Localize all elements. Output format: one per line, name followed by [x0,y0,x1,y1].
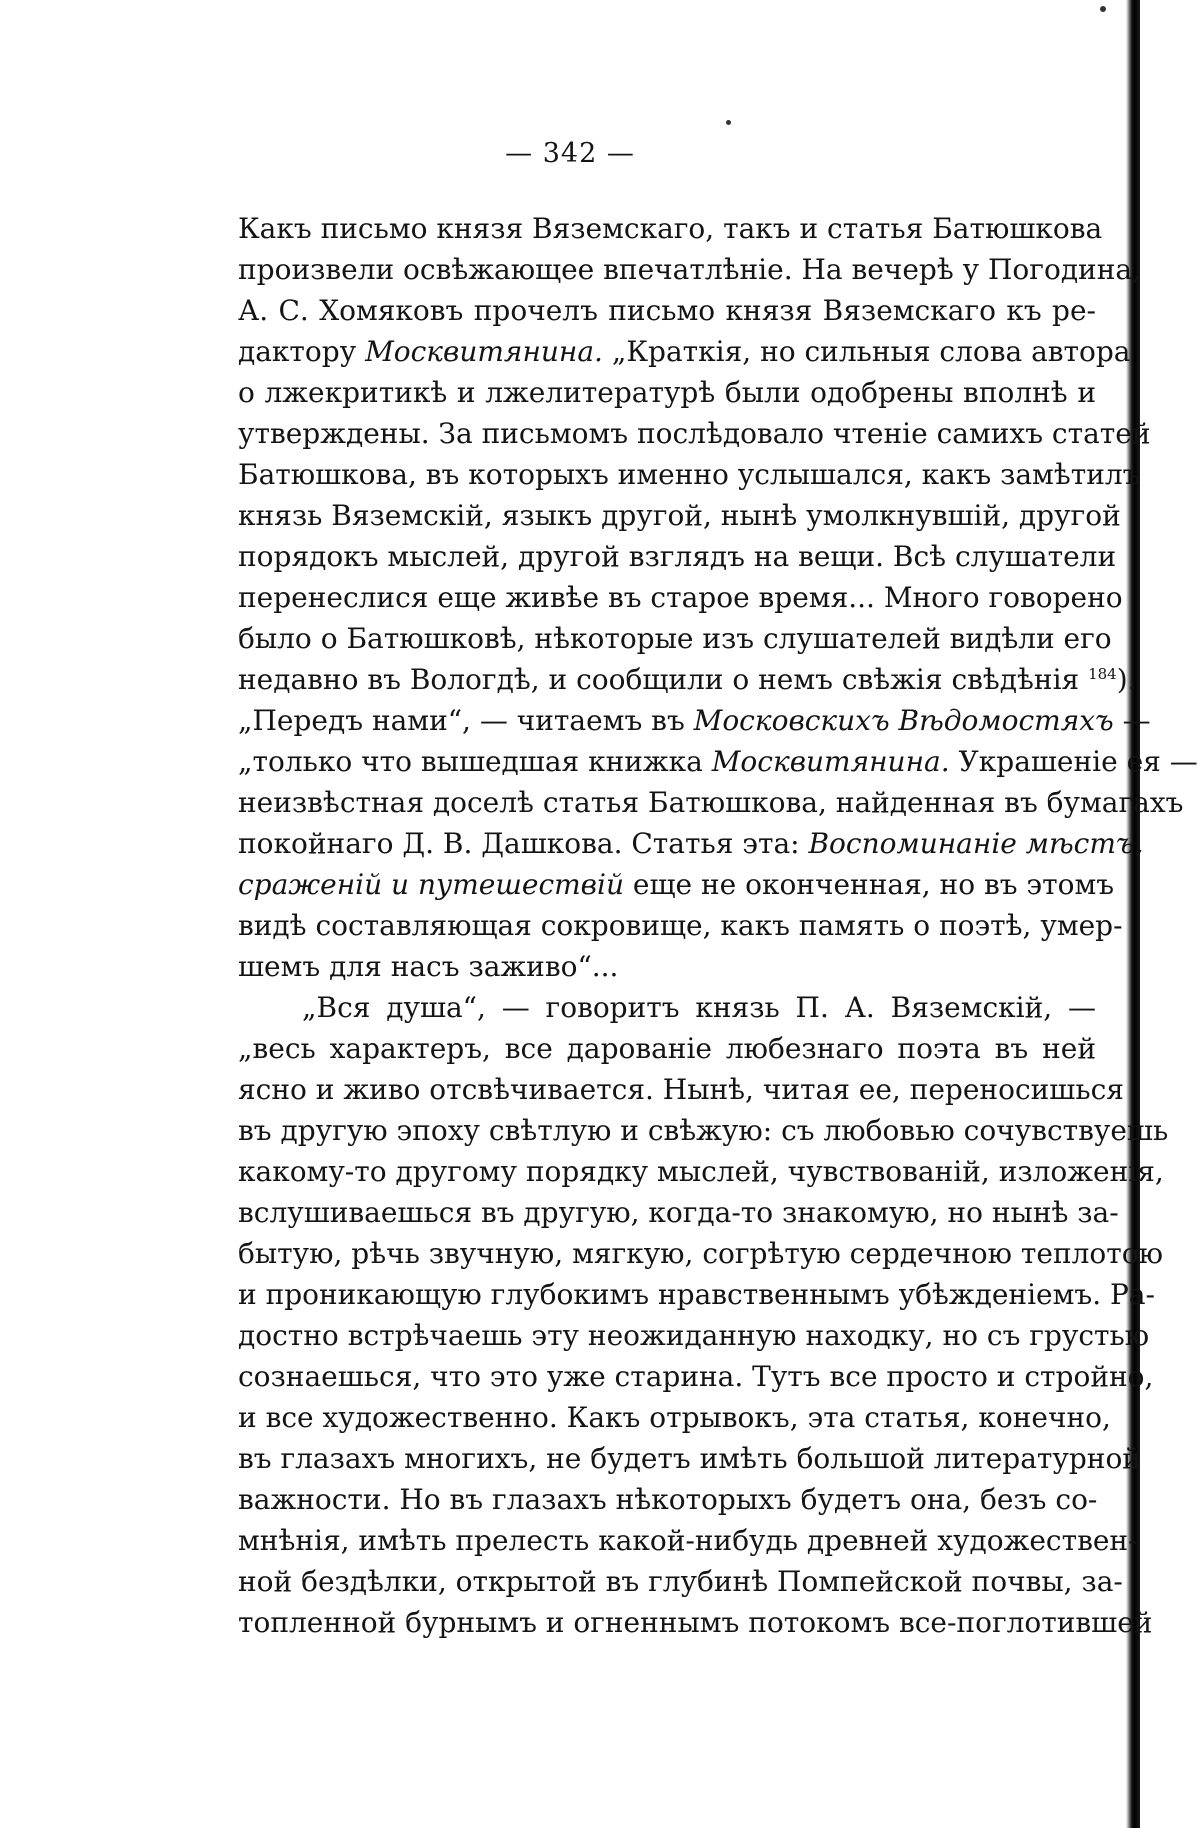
text-segment: видѣ составляющая сокровище, какъ память о поэтѣ, умер- [238,909,1123,942]
text-segment: было о Батюшковѣ, нѣкоторые изъ слушателей видѣли его [238,622,1112,655]
text-segment: сознаешься, что это уже старина. Тутъ все просто и стройно, [238,1360,1154,1393]
scan-speck [1100,6,1106,12]
text-segment: Московскихъ Вѣдомостяхъ [693,704,1114,737]
text-segment: Воспоминаніе мѣстъ, [808,827,1144,860]
text-segment: произвели освѣжающее впечатлѣніе. На вечерѣ у Погодина, [238,253,1141,286]
text-segment: и все художественно. Какъ отрывокъ, эта статья, конечно, [238,1401,1111,1434]
text-segment: бытую, рѣчь звучную, мягкую, согрѣтую сердечною теплотою [238,1237,1163,1270]
text-segment: Украшеніе ея — [949,745,1198,778]
text-line [238,946,1096,987]
text-segment: порядокъ мыслей, другой взглядъ на вещи. Всѣ слушатели [238,540,1117,573]
text-line [238,1233,1163,1274]
text-segment: А. С. Хомяковъ прочелъ письмо князя Вяземскаго къ ре- [238,294,1096,327]
text-line [238,700,1151,741]
text-segment: и проникающую глубокимъ нравственнымъ убѣжденіемъ. Ра- [238,1278,1155,1311]
text-line [238,1438,1141,1479]
text-segment: „Краткія, но сильныя слова автора [602,335,1131,368]
text-segment: еще не оконченная, но въ этомъ [623,868,1115,901]
text-line [238,454,1141,495]
text-segment: „Вся душа“, — говоритъ князь П. А. Вяземскій, — [302,991,1096,1024]
text-line [238,987,1096,1028]
text-line [238,290,1096,331]
text-line [238,331,1131,372]
text-line [238,1397,1111,1438]
text-segment: перенеслися еще живѣе въ старое время... Много говорено [238,581,1123,614]
text-segment: вслушиваешься въ другую, когда-то знакомую, но нынѣ за- [238,1196,1119,1229]
text-segment: о лжекритикѣ и лжелитературѣ были одобрены вполнѣ и [238,376,1096,409]
text-segment: недавно въ Вологдѣ, и сообщили о немъ свѣжія свѣдѣнія [238,663,1089,696]
text-line [238,208,1103,249]
text-segment: „Передъ нами“, — читаемъ въ [238,704,694,737]
text-segment: Какъ письмо князя Вяземскаго, такъ и статья Батюшкова [238,212,1103,245]
text-segment: шемъ для насъ заживо“... [238,950,619,983]
text-segment: „только что вышедшая книжка [238,745,712,778]
text-line [238,1479,1096,1520]
text-line [238,1151,1164,1192]
text-line [238,1028,1096,1069]
text-line [238,495,1121,536]
text-segment: въ другую эпоху свѣтлую и свѣжую: съ любовью сочувствуешь [238,1114,1169,1147]
text-segment: ной бездѣлки, открытой въ глубинѣ Помпейской почвы, за- [238,1565,1123,1598]
text-segment: Москвитянина. [711,745,950,778]
text-segment: покойнаго Д. В. Дашкова. Статья эта: [238,827,809,860]
text-line [238,1520,1138,1561]
text-line [238,659,1137,700]
text-segment: какому-то другому порядку мыслей, чувствованій, изложенія, [238,1155,1164,1188]
text-line [238,905,1123,946]
text-line [238,536,1117,577]
text-line [238,782,1184,823]
text-line [238,413,1151,454]
text-line [238,1274,1155,1315]
text-segment: ясно и живо отсвѣчивается. Нынѣ, читая ее, переносишься [238,1073,1124,1106]
text-line [238,1192,1119,1233]
text-segment: мнѣнія, имѣть прелесть какой-нибудь древней художествен- [238,1524,1138,1557]
text-segment: „весь характеръ, все дарованіе любезнаго поэта въ ней [238,1032,1096,1065]
text-line [238,372,1096,413]
text-segment: — [1113,704,1151,737]
text-segment: Москвитянина. [365,335,603,368]
text-segment: въ глазахъ многихъ, не будетъ имѣть большой литературной [238,1442,1141,1475]
text-segment: неизвѣстная доселѣ статья Батюшкова, найденная въ бумагахъ [238,786,1184,819]
page-number: — 342 — [505,138,635,169]
text-segment: сраженій и путешествій [238,868,624,901]
text-line [238,823,1144,864]
text-segment: утверждены. За письмомъ послѣдовало чтеніе самихъ статей [238,417,1151,450]
text-segment: достно встрѣчаешь эту неожиданную находку, но съ грустью [238,1319,1150,1352]
text-segment: князь Вяземскій, языкъ другой, нынѣ умолкнувшій, другой [238,499,1121,532]
text-line [238,1315,1150,1356]
text-line [238,249,1141,290]
text-line [238,577,1123,618]
text-line [238,864,1115,905]
text-line [238,1110,1169,1151]
text-segment: топленной бурнымъ и огненнымъ потокомъ все-поглотившей [238,1606,1153,1639]
text-line [238,1602,1153,1643]
text-line [238,1561,1123,1602]
text-segment: 184 [1088,665,1117,683]
text-line [238,1069,1124,1110]
text-segment: дактору [238,335,366,368]
text-line [238,618,1112,659]
body-text [238,208,1198,1643]
text-segment: Батюшкова, въ которыхъ именно услышался, какъ замѣтилъ [238,458,1141,491]
text-line [238,741,1198,782]
text-line [238,1356,1154,1397]
text-segment: ). [1116,663,1137,696]
text-segment: важности. Но въ глазахъ нѣкоторыхъ будетъ она, безъ со- [238,1483,1098,1516]
scan-speck [726,120,731,125]
